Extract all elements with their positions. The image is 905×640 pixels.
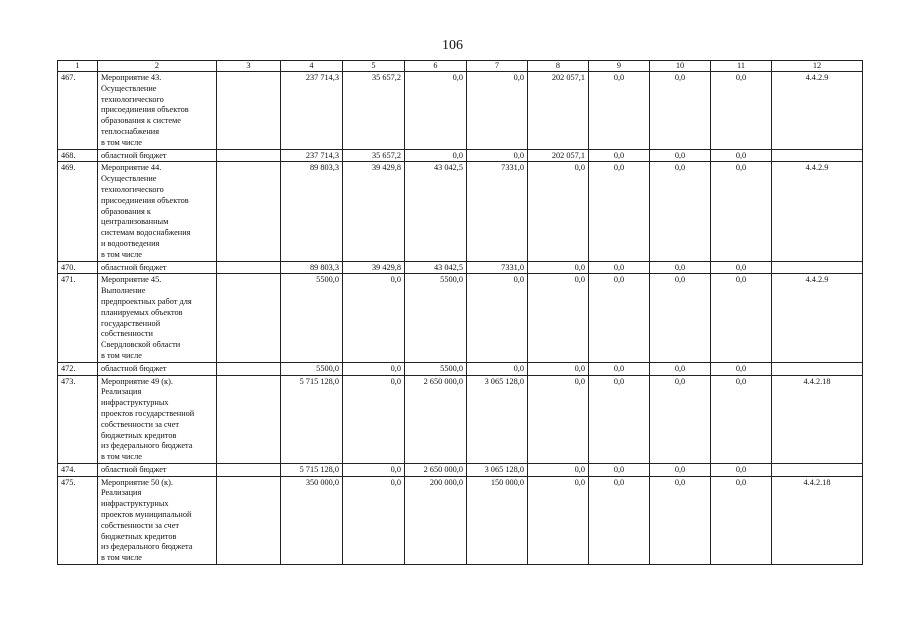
year-2023-cell: 0,0 (650, 476, 711, 564)
table-row (58, 362, 863, 375)
column-3-cell (217, 162, 281, 261)
table-row (58, 162, 863, 261)
column-3-cell (217, 72, 281, 150)
activity-name-line: инфраструктурных (101, 398, 169, 408)
activity-name-line: бюджетных кредитов (101, 531, 177, 541)
row-number: 469. (58, 162, 98, 261)
year-2018-cell: 39 429,8 (343, 261, 405, 274)
year-2021-cell: 0,0 (528, 476, 589, 564)
activity-name-line: бюджетных кредитов (101, 430, 177, 440)
activity-name-line: в том числе (101, 553, 142, 563)
activity-name-line: инфраструктурных (101, 499, 169, 509)
activity-name-line: Мероприятие 43. (101, 73, 162, 82)
total-amount-cell: 89 803,3 (281, 162, 343, 261)
column-header-9: 9 (589, 61, 650, 72)
year-2022-cell: 0,0 (589, 476, 650, 564)
activity-name-line: Мероприятие 44. (101, 163, 162, 173)
year-2023-cell: 0,0 (650, 375, 711, 463)
target-code-cell: 4.4.2.18 (772, 476, 863, 564)
activity-name-line: Осуществление (101, 174, 157, 184)
total-amount-cell: 89 803,3 (281, 261, 343, 274)
column-header-5: 5 (343, 61, 405, 72)
activity-name-line: в том числе (101, 249, 142, 259)
year-2024-cell: 0,0 (711, 375, 772, 463)
activity-name-line: государственной (101, 318, 161, 328)
column-header-7: 7 (467, 61, 528, 72)
year-2018-cell: 0,0 (343, 362, 405, 375)
target-code-cell (772, 149, 863, 162)
row-number: 473. (58, 375, 98, 463)
year-2019-cell: 43 042,5 (405, 162, 467, 261)
activity-name-line: областной бюджет (101, 363, 167, 373)
total-amount-cell: 5500,0 (281, 274, 343, 362)
target-code-cell: 4.4.2.9 (772, 72, 863, 150)
activity-name-line: присоединения объектов (101, 195, 189, 205)
year-2024-cell: 0,0 (711, 362, 772, 375)
activity-name-cell (98, 463, 217, 476)
year-2021-cell: 0,0 (528, 162, 589, 261)
activity-name-line: Реализация (101, 387, 142, 397)
row-number: 474. (58, 463, 98, 476)
year-2018-cell: 35 657,2 (343, 149, 405, 162)
year-2022-cell: 0,0 (589, 463, 650, 476)
row-number: 471. (58, 274, 98, 362)
row-number: 475. (58, 476, 98, 564)
table-row (58, 463, 863, 476)
year-2024-cell: 0,0 (711, 274, 772, 362)
activity-name-line: проектов государственной (101, 408, 195, 418)
activity-name-line: Мероприятие 45. (101, 275, 162, 285)
table-row (58, 261, 863, 274)
year-2022-cell: 0,0 (589, 149, 650, 162)
total-amount-cell: 5500,0 (281, 362, 343, 375)
year-2020-cell: 7331,0 (467, 162, 528, 261)
year-2019-cell: 2 650 000,0 (405, 463, 467, 476)
target-code-cell: 4.4.2.9 (772, 162, 863, 261)
column-header-4: 4 (281, 61, 343, 72)
activity-name-cell (98, 149, 217, 162)
year-2020-cell: 0,0 (467, 274, 528, 362)
year-2024-cell: 0,0 (711, 261, 772, 274)
activity-name-line: планируемых объектов (101, 307, 183, 317)
activity-name-line: собственности за счет (101, 419, 180, 429)
year-2024-cell: 0,0 (711, 149, 772, 162)
activity-name-line: образования к (101, 206, 151, 216)
year-2020-cell: 7331,0 (467, 261, 528, 274)
activity-name-line: в том числе (101, 452, 142, 462)
target-code-cell (772, 463, 863, 476)
year-2019-cell: 5500,0 (405, 362, 467, 375)
table-row (58, 476, 863, 564)
activity-name-line: Реализация (101, 488, 142, 498)
activity-name-line: Осуществление (101, 83, 157, 93)
target-code-cell (772, 261, 863, 274)
column-header-12: 12 (772, 61, 863, 72)
activity-name-cell (98, 261, 217, 274)
year-2022-cell: 0,0 (589, 261, 650, 274)
activity-name-cell (98, 375, 217, 463)
column-header-1: 1 (58, 61, 98, 72)
year-2023-cell: 0,0 (650, 149, 711, 162)
year-2021-cell: 0,0 (528, 274, 589, 362)
year-2019-cell: 2 650 000,0 (405, 375, 467, 463)
activity-name-cell (98, 476, 217, 564)
year-2020-cell: 0,0 (467, 149, 528, 162)
activity-name-line: присоединения объектов (101, 105, 189, 115)
year-2023-cell: 0,0 (650, 72, 711, 150)
year-2018-cell: 0,0 (343, 375, 405, 463)
activity-name-cell (98, 72, 217, 150)
activity-name-cell (98, 362, 217, 375)
column-3-cell (217, 149, 281, 162)
table-body (58, 72, 863, 565)
year-2019-cell: 200 000,0 (405, 476, 467, 564)
activity-name-line: и водоотведения (101, 238, 160, 248)
year-2020-cell: 3 065 128,0 (467, 463, 528, 476)
year-2020-cell: 3 065 128,0 (467, 375, 528, 463)
activity-name-line: централизованным (101, 217, 169, 227)
year-2023-cell: 0,0 (650, 463, 711, 476)
total-amount-cell: 237 714,3 (281, 72, 343, 150)
year-2018-cell: 0,0 (343, 463, 405, 476)
column-header-row (58, 61, 863, 72)
total-amount-cell: 5 715 128,0 (281, 375, 343, 463)
year-2020-cell: 0,0 (467, 362, 528, 375)
year-2021-cell: 202 057,1 (528, 72, 589, 150)
activity-name-line: в том числе (101, 137, 142, 147)
year-2022-cell: 0,0 (589, 72, 650, 150)
total-amount-cell: 237 714,3 (281, 149, 343, 162)
year-2022-cell: 0,0 (589, 274, 650, 362)
year-2024-cell: 0,0 (711, 72, 772, 150)
column-header-2: 2 (98, 61, 217, 72)
year-2020-cell: 150 000,0 (467, 476, 528, 564)
year-2024-cell: 0,0 (711, 463, 772, 476)
year-2019-cell: 43 042,5 (405, 261, 467, 274)
activity-name-line: Мероприятие 50 (к). (101, 477, 173, 487)
year-2021-cell: 202 057,1 (528, 149, 589, 162)
year-2018-cell: 0,0 (343, 274, 405, 362)
row-number: 467. (58, 72, 98, 150)
column-3-cell (217, 362, 281, 375)
activity-name-line: системам водоснабжения (101, 228, 191, 238)
column-header-11: 11 (711, 61, 772, 72)
year-2020-cell: 0,0 (467, 72, 528, 150)
report-table (57, 60, 863, 565)
table-row (58, 274, 863, 362)
row-number: 472. (58, 362, 98, 375)
activity-name-line: собственности (101, 329, 153, 339)
activity-name-line: образования к системе (101, 116, 181, 126)
year-2023-cell: 0,0 (650, 261, 711, 274)
year-2018-cell: 39 429,8 (343, 162, 405, 261)
column-header-3: 3 (217, 61, 281, 72)
activity-name-line: технологического (101, 184, 164, 194)
activity-name-line: Свердловской области (101, 340, 181, 350)
column-3-cell (217, 274, 281, 362)
column-header-6: 6 (405, 61, 467, 72)
activity-name-line: из федерального бюджета (101, 542, 193, 552)
column-3-cell (217, 463, 281, 476)
total-amount-cell: 350 000,0 (281, 476, 343, 564)
table-row (58, 149, 863, 162)
page-number: 106 (442, 38, 463, 53)
activity-name-cell (98, 162, 217, 261)
target-code-cell: 4.4.2.9 (772, 274, 863, 362)
year-2022-cell: 0,0 (589, 362, 650, 375)
column-3-cell (217, 476, 281, 564)
activity-name-cell (98, 274, 217, 362)
year-2023-cell: 0,0 (650, 274, 711, 362)
year-2021-cell: 0,0 (528, 362, 589, 375)
activity-name-line: проектов муниципальной (101, 510, 192, 520)
activity-name-line: теплоснабжения (101, 126, 160, 136)
row-number: 470. (58, 261, 98, 274)
table-row (58, 375, 863, 463)
activity-name-line: областной бюджет (101, 464, 167, 474)
activity-name-line: из федерального бюджета (101, 441, 193, 451)
activity-name-line: технологического (101, 94, 164, 104)
activity-name-line: областной бюджет (101, 262, 167, 272)
year-2022-cell: 0,0 (589, 162, 650, 261)
target-code-cell (772, 362, 863, 375)
year-2018-cell: 0,0 (343, 476, 405, 564)
year-2024-cell: 0,0 (711, 162, 772, 261)
year-2021-cell: 0,0 (528, 261, 589, 274)
activity-name-line: предпроектных работ для (101, 296, 192, 306)
column-header-8: 8 (528, 61, 589, 72)
column-3-cell (217, 261, 281, 274)
year-2021-cell: 0,0 (528, 375, 589, 463)
year-2024-cell: 0,0 (711, 476, 772, 564)
activity-name-line: Выполнение (101, 286, 146, 296)
total-amount-cell: 5 715 128,0 (281, 463, 343, 476)
table-row (58, 72, 863, 150)
year-2019-cell: 5500,0 (405, 274, 467, 362)
year-2023-cell: 0,0 (650, 362, 711, 375)
activity-name-line: Мероприятие 49 (к). (101, 376, 173, 386)
activity-name-line: областной бюджет (101, 150, 167, 160)
target-code-cell: 4.4.2.18 (772, 375, 863, 463)
year-2019-cell: 0,0 (405, 149, 467, 162)
column-header-10: 10 (650, 61, 711, 72)
activity-name-line: собственности за счет (101, 520, 180, 530)
year-2021-cell: 0,0 (528, 463, 589, 476)
column-3-cell (217, 375, 281, 463)
year-2022-cell: 0,0 (589, 375, 650, 463)
year-2019-cell: 0,0 (405, 72, 467, 150)
activity-name-line: в том числе (101, 350, 142, 360)
year-2018-cell: 35 657,2 (343, 72, 405, 150)
row-number: 468. (58, 149, 98, 162)
year-2023-cell: 0,0 (650, 162, 711, 261)
